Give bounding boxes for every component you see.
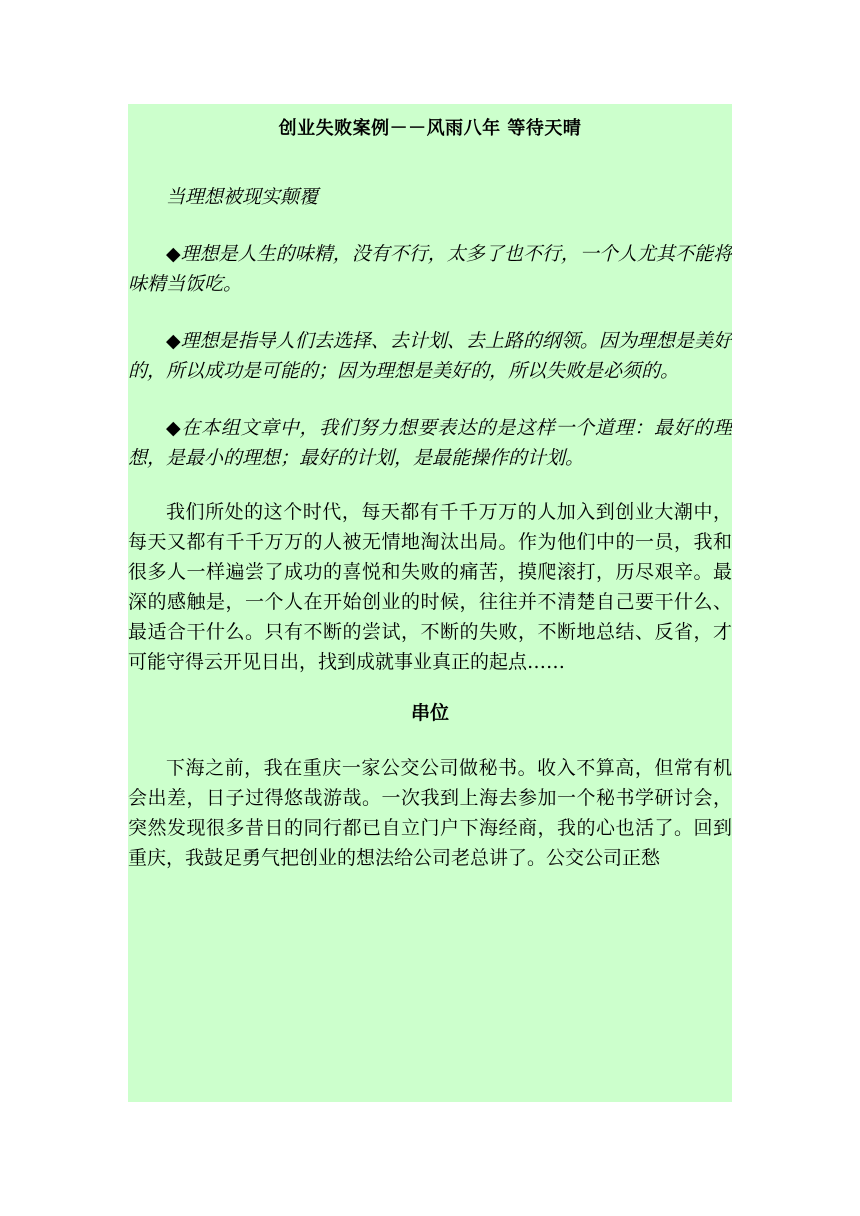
section-paragraph: 下海之前，我在重庆一家公交公司做秘书。收入不算高，但常有机会出差，日子过得悠哉游哉。一次我到上海去参加一个秘书学研讨会，突然发现很多昔日的同行都已自立门户下海经商，我的心也活了。回到重庆，我鼓足勇气把创业的想法给公司老总讲了。公交公司正愁 <box>128 757 732 869</box>
intro-paragraph: 我们所处的这个时代，每天都有千千万万的人加入到创业大潮中，每天又都有千千万万的人被无情地淘汰出局。作为他们中的一员，我和很多人一样遍尝了成功的喜悦和失败的痛苦，摸爬滚打，历尽艰辛。最深的感触是，一个人在开始创业的时候，往往并不清楚自己要干什么、最适合干什么。只有不断的尝试，不断的失败，不断地总结、反省，才可能守得云开见日出，找到成就事业真正的起点…… <box>128 501 732 673</box>
diamond-bullet-icon: ◆ <box>166 417 182 439</box>
bullet-text: 理想是人生的味精，没有不行，太多了也不行，一个人尤其不能将味精当饭吃。 <box>128 243 732 295</box>
bullet-paragraph <box>128 326 732 386</box>
document-page <box>128 104 732 1102</box>
document-title: 创业失败案例－－风雨八年 等待天晴 <box>278 118 582 139</box>
diamond-bullet-icon: ◆ <box>166 243 181 265</box>
diamond-bullet-icon: ◆ <box>166 330 181 352</box>
bullet-paragraph <box>128 413 732 473</box>
section-heading: 串位 <box>410 702 449 724</box>
bullet-paragraph <box>128 239 732 299</box>
subtitle: 当理想被现实颠覆 <box>166 186 319 208</box>
bullet-text: 在本组文章中，我们努力想要表达的是这样一个道理：最好的理想，是最小的理想；最好的计划，是最能操作的计划。 <box>128 417 732 469</box>
bullet-text: 理想是指导人们去选择、去计划、去上路的纲领。因为理想是美好的，所以成功是可能的；因为理想是美好的，所以失败是必须的。 <box>128 330 732 382</box>
